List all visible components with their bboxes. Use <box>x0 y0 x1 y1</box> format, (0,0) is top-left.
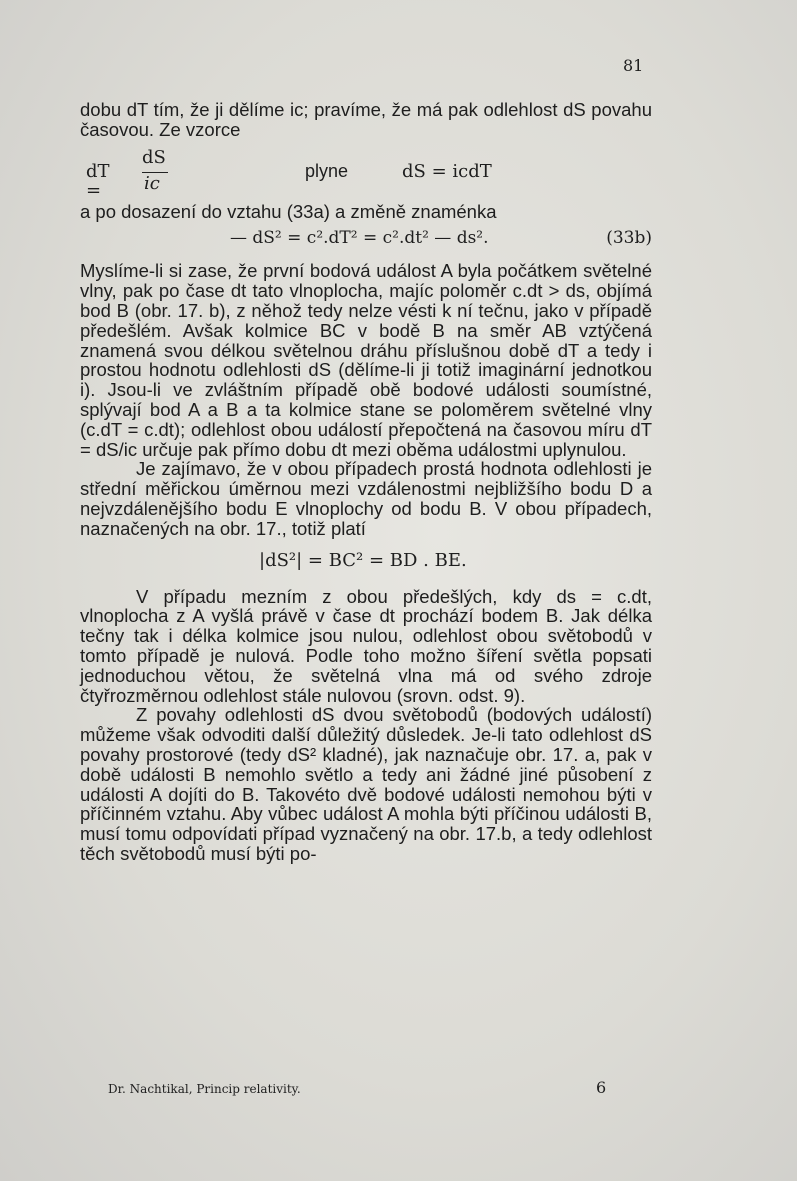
eq-bd-be-body: |dS²| = BC² = BD . BE. <box>259 549 467 571</box>
body-text <box>80 100 652 864</box>
page-number: 81 <box>623 56 644 75</box>
eq-word-plyne: plyne <box>305 160 349 181</box>
eq-33b-body: — dS² = c².dT² = c².dt² — ds². <box>230 228 489 249</box>
paragraph-1: dobu dT tím, že ji dělíme ic; pravíme, že má pak odlehlost dS povahu časovou. Ze vzorce <box>80 99 652 140</box>
paragraph-4: Je zajímavo, že v obou případech prostá hodnota odlehlosti je střední měřickou úměrnou mezi vzdálenostmi nejbližšího bodu D a nejvzdálenějšího bodu E vlnoplochy od bodu B. V obou případech, naznačených na obr. 17., totiž platí <box>80 458 652 539</box>
equation-bd-be <box>80 547 652 581</box>
footer-signature: 6 <box>596 1078 607 1097</box>
paragraph-2: a po dosazení do vztahu (33a) a změně znaménka <box>80 200 497 222</box>
paragraph-3: Myslíme-li si zase, že první bodová událost A byla počátkem světelné vlny, pak po čase dt tato vlnoplocha, majíc poloměr c.dt > ds, objímá bod B (obr. 17. b), z něhož tedy nelze vésti k ní tečnu, jako v případě předešlém. Avšak kolmice BC v bodě B na směr AB vztýčená znamená svou délkou světelnou dráhu příslušnou době dT a tedy i prostou hodnotu odlehlosti dS (dělíme-li ji totiž imaginární jednotkou i). Jsou-li ve zvláštním případě obě bodové události soumístné, splývají bod A a B a ta kolmice stane se poloměrem světelné vlny (c.dT = c.dt); odlehlost obou událostí přepočtená na časovou míru dT = dS/ic určuje pak přímo dobu dt mezi oběma událostmi uplynulou. <box>80 260 652 460</box>
equation-fraction <box>80 146 652 202</box>
footer-author-title: Dr. Nachtikal, Princip relativity. <box>108 1082 301 1096</box>
eq-33b-label: (33b) <box>606 228 652 249</box>
eq-denominator: ic <box>144 172 160 194</box>
page-footer <box>108 1078 613 1097</box>
eq-numerator: dS <box>142 146 166 168</box>
equation-33b <box>80 227 652 257</box>
paragraph-5: V případu mezním z obou předešlých, kdy ds = c.dt, vlnoplocha z A vyšlá právě v čase dt prochází bodem B. Jak délka tečny tak i délka kolmice jsou nulou, odlehlost obou světobodů v tomto případě je nulová. Podle toho možno šíření světla popsati jednoduchou větou, že světelná vlna má od svého zdroje čtyřrozměrnou odlehlost stále nulovou (srovn. odst. 9). <box>80 585 652 706</box>
eq-rhs: dS = icdT <box>402 160 492 182</box>
eq-lhs: dT = <box>86 160 110 202</box>
paragraph-6: Z povahy odlehlosti dS dvou světobodů (bodových událostí) můžeme však odvoditi další důležitý důsledek. Je-li tato odlehlost dS povahy prostorové (tedy dS² kladné), jak naznačuje obr. 17. a, pak v době události B nemohlo světlo a tedy ani žádné jiné působení z události A dojíti do B. Takovéto dvě bodové události nemohou býti v příčinném vztahu. Aby vůbec událost A mohla býti příčinou události B, musí tomu odpovídati případ vyznačený na obr. 17.b, a tedy odlehlost těch světobodů musí býti po- <box>80 704 652 864</box>
